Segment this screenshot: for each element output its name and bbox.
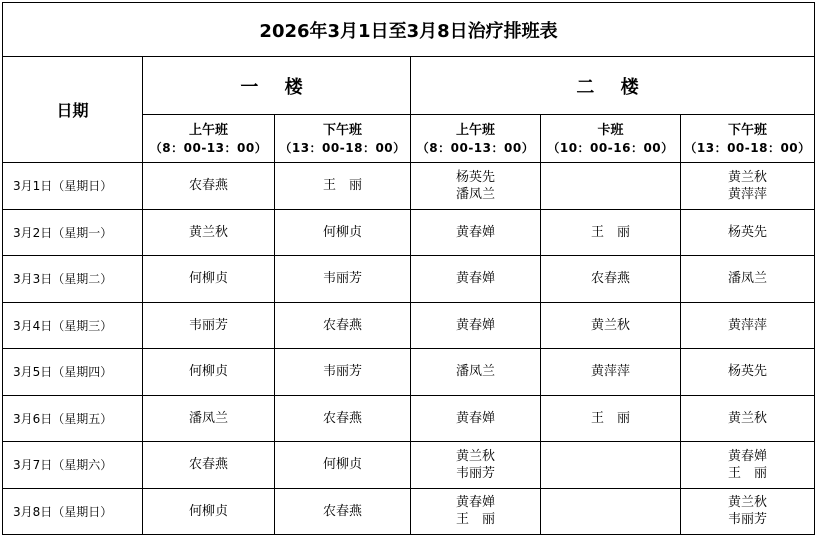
- schedule-cell: [541, 302, 681, 349]
- shift-time: （13：00-18：00）: [684, 140, 811, 155]
- shift-label: 上午班: [188, 122, 228, 138]
- table-title: 2026年3月1日至3月8日治疗排班表: [3, 3, 815, 57]
- schedule-cell: [275, 349, 411, 396]
- staff-name: 何柳贞: [188, 503, 228, 519]
- date-cell: 3月5日（星期四）: [3, 349, 143, 396]
- schedule-cell: [681, 302, 815, 349]
- staff-name: 何柳贞: [322, 457, 362, 473]
- table-row: [3, 395, 815, 442]
- staff-name: 何柳贞: [188, 271, 228, 287]
- shift-header: [541, 115, 681, 163]
- schedule-cell: [681, 256, 815, 303]
- schedule-cell: [143, 209, 275, 256]
- schedule-cell: [681, 442, 815, 489]
- table-row: [3, 209, 815, 256]
- staff-name: 王 丽: [322, 178, 362, 194]
- staff-name: 黄萍萍: [728, 317, 768, 333]
- staff-name: 黄萍萍: [590, 364, 630, 380]
- shift-time: （10：00-16：00）: [547, 140, 674, 155]
- staff-name: 黄兰秋: [728, 410, 768, 426]
- schedule-cell: [681, 163, 815, 210]
- table-row: [3, 488, 815, 535]
- shift-label: 卡班: [597, 122, 624, 138]
- shift-label: 下午班: [322, 122, 362, 138]
- shift-label: 上午班: [455, 122, 495, 138]
- staff-name: 黄春婵: [455, 224, 495, 240]
- shift-header: [681, 115, 815, 163]
- schedule-cell: [411, 395, 541, 442]
- schedule-cell: [541, 488, 681, 535]
- schedule-cell: [275, 302, 411, 349]
- shift-header: [275, 115, 411, 163]
- schedule-cell: [275, 442, 411, 489]
- staff-name: 黄春婵: [455, 410, 495, 426]
- date-cell: 3月7日（星期六）: [3, 442, 143, 489]
- schedule-cell: [275, 163, 411, 210]
- staff-name: 何柳贞: [188, 364, 228, 380]
- staff-name: 王 丽: [590, 224, 630, 240]
- staff-name: 韦丽芳: [322, 271, 362, 287]
- table-row: [3, 163, 815, 210]
- staff-name: 杨英先: [728, 364, 768, 380]
- date-cell: 3月2日（星期一）: [3, 209, 143, 256]
- schedule-cell: [411, 163, 541, 210]
- schedule-cell: [275, 488, 411, 535]
- staff-name: 潘凤兰: [728, 271, 768, 287]
- shift-header: [143, 115, 275, 163]
- staff-name: 黄春婵: [455, 317, 495, 333]
- staff-name: 黄春婵: [728, 448, 768, 464]
- schedule-table: [2, 2, 815, 535]
- staff-name: 韦丽芳: [728, 512, 768, 528]
- table-row: [3, 256, 815, 303]
- staff-name: 潘凤兰: [455, 186, 495, 202]
- schedule-cell: [541, 349, 681, 396]
- schedule-cell: [681, 349, 815, 396]
- schedule-cell: [681, 209, 815, 256]
- shift-time: （8：00-13：00）: [149, 140, 268, 155]
- staff-name: 杨英先: [455, 169, 495, 185]
- staff-name: 农春燕: [188, 178, 228, 194]
- staff-name: 黄春婵: [455, 271, 495, 287]
- schedule-cell: [411, 349, 541, 396]
- schedule-cell: [411, 302, 541, 349]
- staff-name: 黄春婵: [455, 495, 495, 511]
- staff-name: 何柳贞: [322, 224, 362, 240]
- schedule-cell: [143, 349, 275, 396]
- schedule-cell: [275, 395, 411, 442]
- schedule-cell: [541, 209, 681, 256]
- schedule-cell: [143, 163, 275, 210]
- staff-name: 农春燕: [322, 317, 362, 333]
- staff-name: 农春燕: [590, 271, 630, 287]
- staff-name: 农春燕: [188, 457, 228, 473]
- date-cell: 3月6日（星期五）: [3, 395, 143, 442]
- staff-name: 韦丽芳: [188, 317, 228, 333]
- table-row: [3, 302, 815, 349]
- staff-name: 黄兰秋: [188, 224, 228, 240]
- staff-name: 王 丽: [728, 465, 768, 481]
- schedule-cell: [681, 395, 815, 442]
- floor-header-first: 一 楼: [143, 57, 411, 115]
- schedule-cell: [411, 209, 541, 256]
- staff-name: 黄兰秋: [455, 448, 495, 464]
- table-row: [3, 349, 815, 396]
- staff-name: 黄萍萍: [728, 186, 768, 202]
- schedule-cell: [275, 256, 411, 303]
- date-cell: 3月1日（星期日）: [3, 163, 143, 210]
- shift-time: （8：00-13：00）: [416, 140, 535, 155]
- staff-name: 王 丽: [455, 512, 495, 528]
- floor-header-second: 二 楼: [411, 57, 815, 115]
- staff-name: 农春燕: [322, 410, 362, 426]
- schedule-cell: [143, 488, 275, 535]
- schedule-cell: [411, 256, 541, 303]
- date-cell: 3月8日（星期日）: [3, 488, 143, 535]
- staff-name: 韦丽芳: [322, 364, 362, 380]
- date-column-header: 日期: [3, 57, 143, 163]
- date-cell: 3月3日（星期二）: [3, 256, 143, 303]
- schedule-cell: [143, 442, 275, 489]
- schedule-body: [3, 163, 815, 535]
- staff-name: 韦丽芳: [455, 465, 495, 481]
- staff-name: 王 丽: [590, 410, 630, 426]
- schedule-cell: [681, 488, 815, 535]
- schedule-cell: [143, 256, 275, 303]
- staff-name: 潘凤兰: [188, 410, 228, 426]
- shift-label: 下午班: [728, 122, 768, 138]
- shift-time: （13：00-18：00）: [279, 140, 406, 155]
- schedule-cell: [143, 395, 275, 442]
- staff-name: 农春燕: [322, 503, 362, 519]
- schedule-cell: [143, 302, 275, 349]
- date-cell: 3月4日（星期三）: [3, 302, 143, 349]
- staff-name: 黄兰秋: [590, 317, 630, 333]
- staff-name: 潘凤兰: [455, 364, 495, 380]
- schedule-cell: [411, 442, 541, 489]
- staff-name: 黄兰秋: [728, 495, 768, 511]
- schedule-cell: [275, 209, 411, 256]
- shift-header: [411, 115, 541, 163]
- table-row: [3, 442, 815, 489]
- staff-name: 杨英先: [728, 224, 768, 240]
- schedule-cell: [541, 442, 681, 489]
- schedule-cell: [541, 163, 681, 210]
- staff-name: 黄兰秋: [728, 169, 768, 185]
- schedule-cell: [541, 395, 681, 442]
- schedule-cell: [541, 256, 681, 303]
- schedule-cell: [411, 488, 541, 535]
